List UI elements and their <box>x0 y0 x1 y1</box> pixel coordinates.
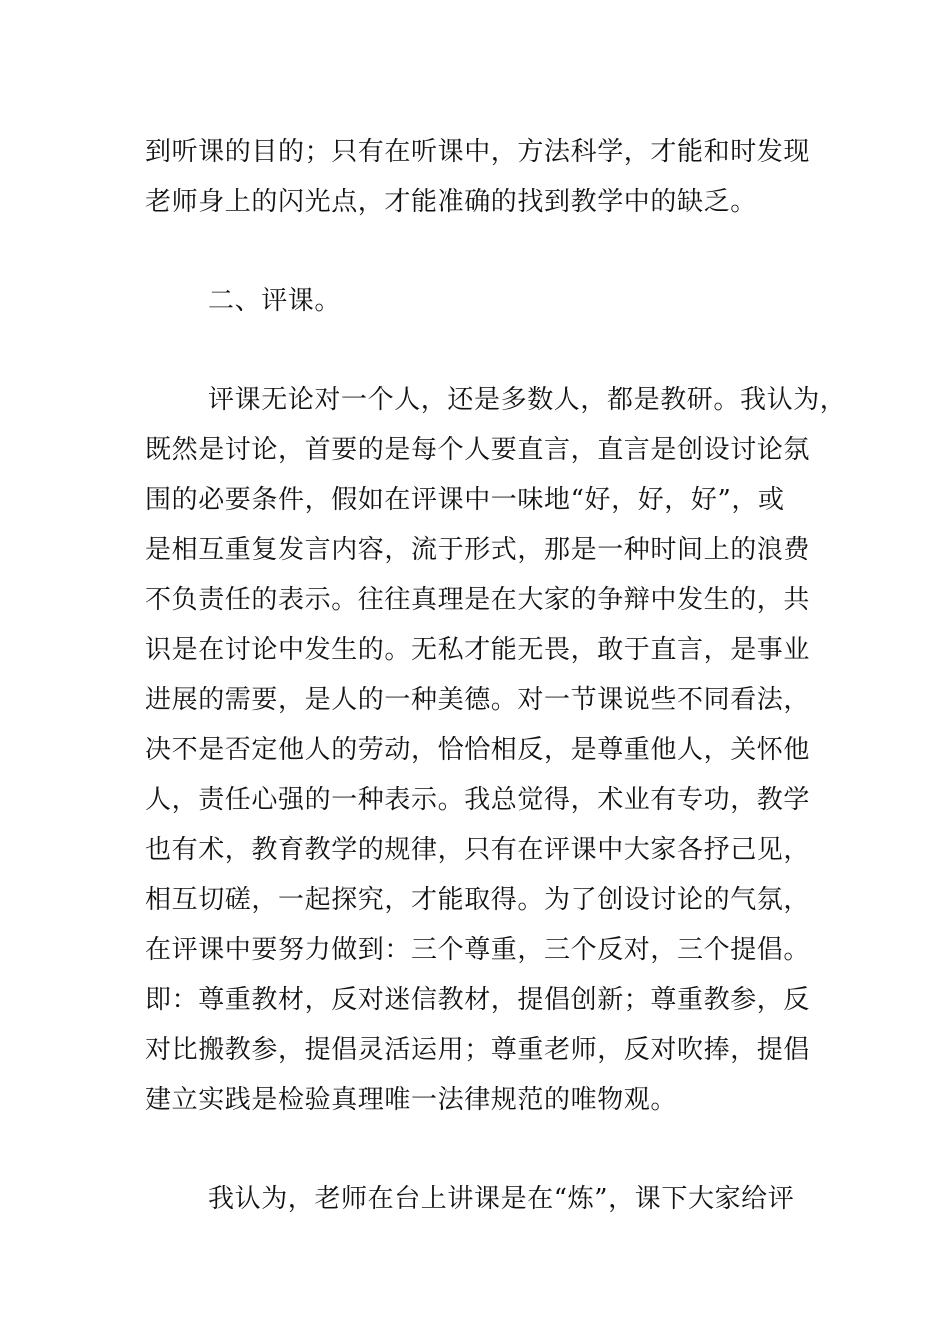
paragraph-1-line-1: 到听课的目的；只有在听课中，方法科学，才能和时发现 <box>145 137 811 167</box>
paragraph-2-line-9: 人，责任心强的一种表示。我总觉得，术业有专功，教学 <box>145 785 811 815</box>
section-heading: 二、评课。 <box>208 286 342 316</box>
paragraph-3-line-1: 我认为，老师在台上讲课是在“炼”，课下大家给评 <box>208 1184 795 1214</box>
paragraph-2-line-3: 围的必要条件，假如在评课中一味地“好，好，好”，或 <box>145 485 785 515</box>
paragraph-2-line-11: 相互切磋，一起探究，才能取得。为了创设讨论的气氛， <box>145 885 811 915</box>
paragraph-2-line-4: 是相互重复发言内容，流于形式，那是一种时间上的浪费 <box>145 535 811 565</box>
paragraph-1-line-2: 老师身上的闪光点，才能准确的找到教学中的缺乏。 <box>145 187 757 217</box>
paragraph-2-line-13: 即：尊重教材，反对迷信教材，提倡创新；尊重教参，反 <box>145 985 811 1015</box>
paragraph-2-line-14: 对比搬教参，提倡灵活运用；尊重老师，反对吹捧，提倡 <box>145 1035 811 1065</box>
paragraph-2-line-7: 进展的需要，是人的一种美德。对一节课说些不同看法， <box>145 685 811 715</box>
paragraph-2-line-6: 识是在讨论中发生的。无私才能无畏，敢于直言，是事业 <box>145 635 811 665</box>
paragraph-2-line-15: 建立实践是检验真理唯一法律规范的唯物观。 <box>145 1085 678 1115</box>
paragraph-2-line-1: 评课无论对一个人，还是多数人，都是教研。我认为， <box>208 385 847 415</box>
paragraph-2-line-5: 不负责任的表示。往往真理是在大家的争辩中发生的，共 <box>145 585 811 615</box>
paragraph-2-line-8: 决不是否定他人的劳动，恰恰相反，是尊重他人，关怀他 <box>145 735 811 765</box>
paragraph-2-line-12: 在评课中要努力做到：三个尊重，三个反对，三个提倡。 <box>145 935 811 965</box>
paragraph-2-line-2: 既然是讨论，首要的是每个人要直言，直言是创设讨论氛 <box>145 435 811 465</box>
paragraph-2-line-10: 也有术，教育教学的规律，只有在评课中大家各抒己见， <box>145 835 811 865</box>
